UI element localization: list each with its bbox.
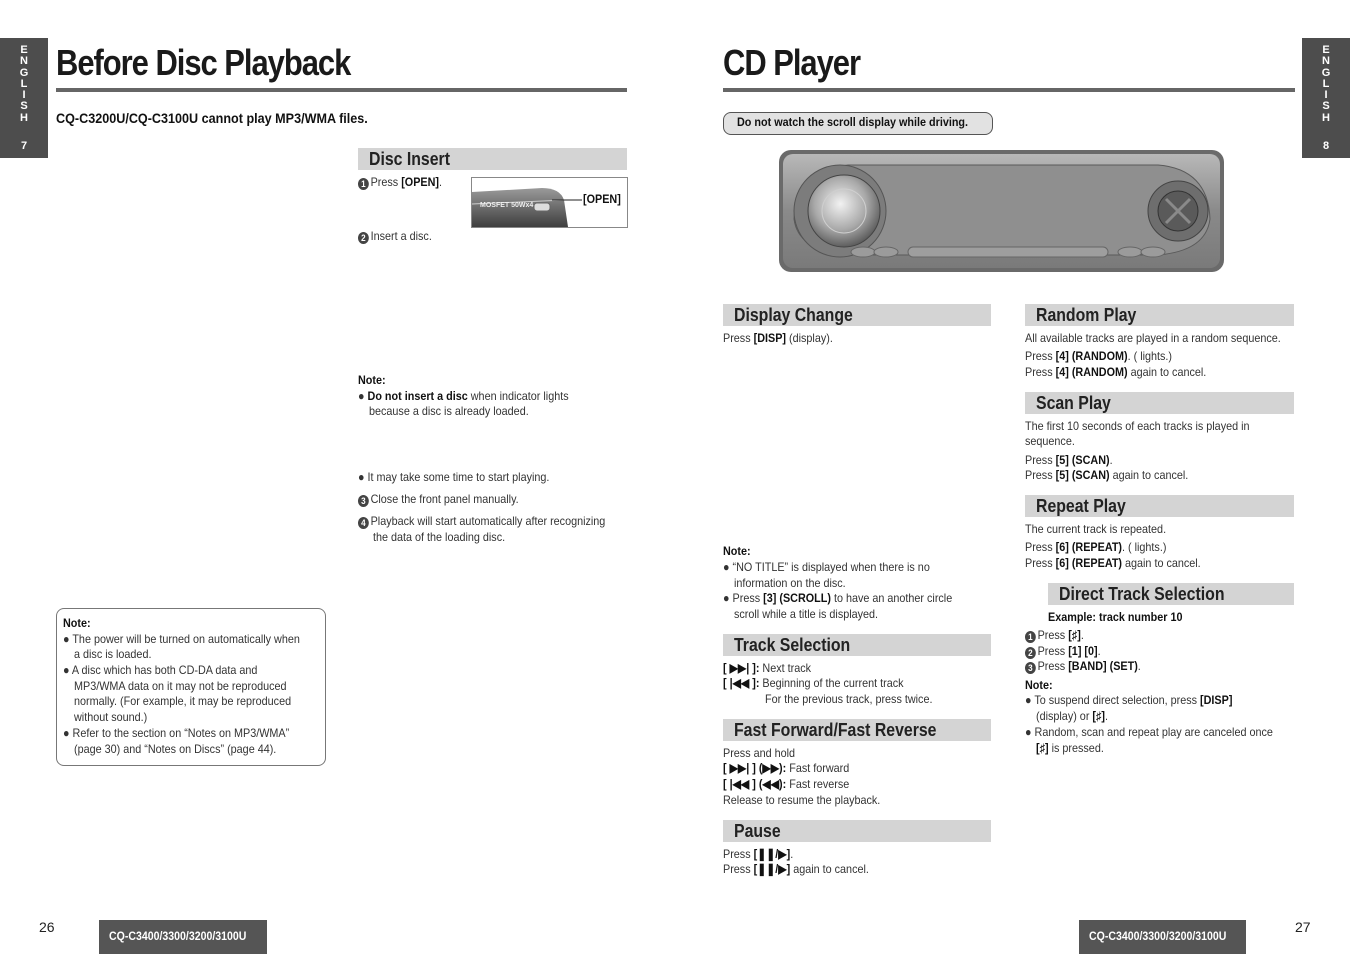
section-scan-play: Scan Play [1025, 392, 1294, 414]
note-box-heading: Note: [63, 616, 91, 630]
disc-insert-step-4-cont: the data of the loading disc. [373, 530, 506, 544]
language-tab-left [0, 38, 48, 158]
disc-insert-step-2: 2 Insert a disc. [358, 229, 432, 245]
model-footer-left: CQ-C3400/3300/3200/3100U [99, 920, 267, 954]
ff-reverse: [ |◀◀ ] (◀◀): Fast reverse [723, 777, 850, 791]
step-number: 1 [358, 178, 369, 190]
display-change-text: Press [DISP] (display). [723, 331, 833, 345]
section-fast-forward-reverse: Fast Forward/Fast Reverse [723, 719, 991, 741]
scan-desc-2: sequence. [1025, 434, 1075, 448]
page-number-right: 27 [1295, 919, 1311, 935]
note-box-b2-l2: MP3/WMA data on it may not be reproduced [74, 679, 287, 693]
repeat-line-2: Press [6] (REPEAT) again to cancel. [1025, 556, 1201, 570]
disc-insert-step-3: 3 Close the front panel manually. [358, 492, 519, 508]
model-footer-right: CQ-C3400/3300/3200/3100U [1079, 920, 1246, 954]
track-prev-twice: For the previous track, press twice. [765, 692, 933, 706]
display-note-1-cont: information on the disc. [734, 576, 846, 590]
disc-insert-step-4: 4 Playback will start automatically after recognizing [358, 514, 605, 530]
language-tab-number: 7 [20, 140, 28, 152]
direct-step-1: 1 Press [♯]. [1025, 628, 1084, 644]
language-tab-right [1302, 38, 1350, 158]
title-rule-right [723, 88, 1295, 92]
subtitle-left: CQ-C3200U/CQ-C3100U cannot play MP3/WMA files. [56, 110, 368, 126]
disc-insert-note-heading: Note: [358, 373, 386, 387]
page-title-right: CD Player [723, 42, 860, 83]
page-number-left: 26 [39, 919, 55, 935]
note-box-b1-l1: ● The power will be turned on automatically when [63, 632, 300, 646]
display-note-heading: Note: [723, 544, 751, 558]
display-note-2-cont: scroll while a title is displayed. [734, 607, 879, 621]
language-tab-letters: E N G L I S H [19, 44, 29, 124]
step-number: 3 [358, 495, 369, 507]
note-box-b1-l2: a disc is loaded. [74, 647, 152, 661]
direct-note-1: ● To suspend direct selection, press [DISP] [1025, 693, 1233, 707]
open-label: [OPEN] [583, 192, 621, 206]
disc-insert-note-line1: ● Do not insert a disc when indicator lights [358, 389, 569, 403]
language-tab-letters: E N G L I S H [1321, 44, 1331, 124]
direct-step-2: 2 Press [1] [0]. [1025, 644, 1101, 660]
display-note-2: ● Press [3] (SCROLL) to have an another circle [723, 591, 953, 605]
step-number: 4 [358, 517, 369, 529]
scan-desc-1: The first 10 seconds of each tracks is played in [1025, 419, 1250, 433]
repeat-desc: The current track is repeated. [1025, 522, 1167, 536]
step-number: 1 [1025, 631, 1036, 643]
open-button-illustration [471, 177, 628, 228]
ff-release: Release to resume the playback. [723, 793, 881, 807]
ff-forward: [ ▶▶| ] (▶▶): Fast forward [723, 761, 850, 775]
direct-note-1-cont: (display) or [♯]. [1036, 709, 1109, 723]
scan-line-1: Press [5] (SCAN). [1025, 453, 1113, 467]
pause-line-2: Press [❚❚/▶] again to cancel. [723, 862, 869, 876]
track-prev: [ |◀◀ ]: Beginning of the current track [723, 676, 904, 690]
note-box-b3-l1: ● Refer to the section on “Notes on MP3/WMA” [63, 726, 290, 740]
track-next: [ ▶▶| ]: Next track [723, 661, 812, 675]
step-number: 2 [358, 232, 369, 244]
note-box-b3-l2: (page 30) and “Notes on Discs” (page 44). [74, 742, 277, 756]
front-panel-illustration [778, 149, 1225, 273]
ff-press-hold: Press and hold [723, 746, 796, 760]
section-repeat-play: Repeat Play [1025, 495, 1294, 517]
note-box-b2-l1: ● A disc which has both CD-DA data and [63, 663, 258, 677]
section-direct-track-selection: Direct Track Selection [1048, 583, 1294, 605]
note-box-b2-l4: without sound.) [74, 710, 148, 724]
disc-insert-step-1: 1 Press [OPEN]. [358, 175, 442, 191]
section-random-play: Random Play [1025, 304, 1294, 326]
display-note-1: ● “NO TITLE” is displayed when there is no [723, 560, 930, 574]
direct-step-3: 3 Press [BAND] (SET). [1025, 659, 1141, 675]
step-number: 2 [1025, 647, 1036, 659]
note-box-b2-l3: normally. (For example, it may be reproduced [74, 694, 292, 708]
repeat-line-1: Press [6] (REPEAT). ( lights.) [1025, 540, 1167, 554]
section-track-selection: Track Selection [723, 634, 991, 656]
step-number: 3 [1025, 662, 1036, 674]
page-title-left: Before Disc Playback [56, 42, 351, 83]
random-line-1: Press [4] (RANDOM). ( lights.) [1025, 349, 1173, 363]
random-desc: All available tracks are played in a random sequence. [1025, 331, 1281, 345]
random-line-2: Press [4] (RANDOM) again to cancel. [1025, 365, 1207, 379]
section-disc-insert: Disc Insert [358, 148, 627, 170]
language-tab-number: 8 [1322, 140, 1330, 152]
direct-note-2: ● Random, scan and repeat play are canceled once [1025, 725, 1273, 739]
disc-insert-note-line2: because a disc is already loaded. [369, 404, 529, 418]
warning-text: Do not watch the scroll display while driving. [737, 115, 969, 129]
scan-line-2: Press [5] (SCAN) again to cancel. [1025, 468, 1189, 482]
device-model-text: MOSFET 50Wx4 [480, 202, 534, 209]
pause-line-1: Press [❚❚/▶]. [723, 847, 794, 861]
disc-insert-bullet-2: ● It may take some time to start playing. [358, 470, 550, 484]
title-rule-left [56, 88, 627, 92]
section-pause: Pause [723, 820, 991, 842]
section-display-change: Display Change [723, 304, 991, 326]
direct-note-heading: Note: [1025, 678, 1053, 692]
direct-example: Example: track number 10 [1048, 610, 1183, 624]
direct-note-2-cont: [♯] is pressed. [1036, 741, 1104, 755]
